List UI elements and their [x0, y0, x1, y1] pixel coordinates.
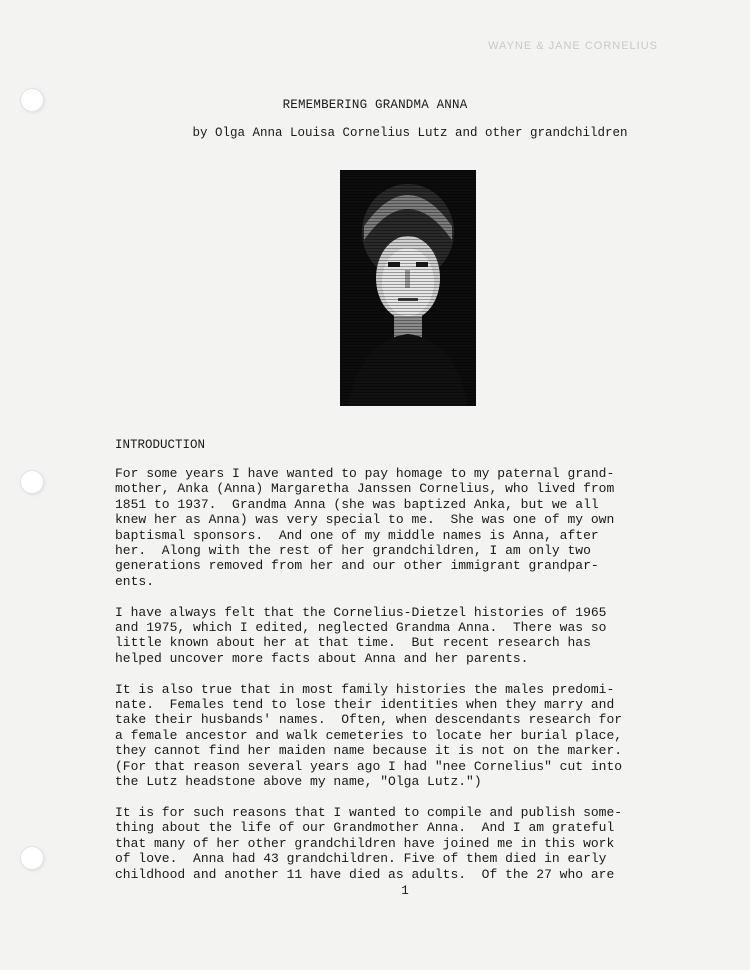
corner-stamp: WAYNE & JANE CORNELIUS	[488, 40, 658, 52]
section-heading: INTRODUCTION	[115, 438, 206, 452]
paragraph: I have always felt that the Cornelius-Dietzel histories of 1965 and 1975, which I edited, neglected Grandma Anna. There was so little known about her at that time. But recent research has helped uncover more facts about Anna and her parents.	[115, 604, 607, 666]
paragraph: For some years I have wanted to pay homage to my paternal grand- mother, Anka (Anna) Margaretha Janssen Cornelius, who lived from 1851 to 1937. Grandma Anna (she was baptized Anka, but we all knew her as Anna) was very special to me. She was one of my own baptismal sponsors. And one of my middle names is Anna, after her. Along with the rest of her grandchildren, I am only two generations removed from her and our other immigrant grandpar- ents.	[115, 466, 615, 589]
document-byline: by Olga Anna Louisa Cornelius Lutz and other grandchildren	[192, 126, 628, 140]
portrait-photo	[340, 170, 476, 406]
page-number: 1	[401, 884, 409, 898]
paragraph: It is also true that in most family histories the males predomi- nate. Females tend to lose their identities when they marry and take their husbands' names. Often, when descendants research for a female ancestor and walk cemeteries to locate her burial place, they cannot find her maiden name because it is not on the marker. (For that reason several years ago I had "nee Cornelius" cut into the Lutz headstone above my name, "Olga Lutz.")	[115, 681, 623, 790]
paragraph: It is for such reasons that I wanted to compile and publish some- thing about the life of our Grandmother Anna. And I am grateful that many of her other grandchildren have joined me in this work of love. Anna had 43 grandchildren. Five of them died in early childhood and another 11 have died as adults. Of the 27 who are	[115, 804, 623, 882]
binder-hole-bottom	[20, 846, 44, 870]
document-title: REMEMBERING GRANDMA ANNA	[282, 98, 468, 112]
body-text	[115, 466, 695, 897]
portrait-image	[340, 170, 476, 406]
binder-hole-middle	[20, 470, 44, 494]
